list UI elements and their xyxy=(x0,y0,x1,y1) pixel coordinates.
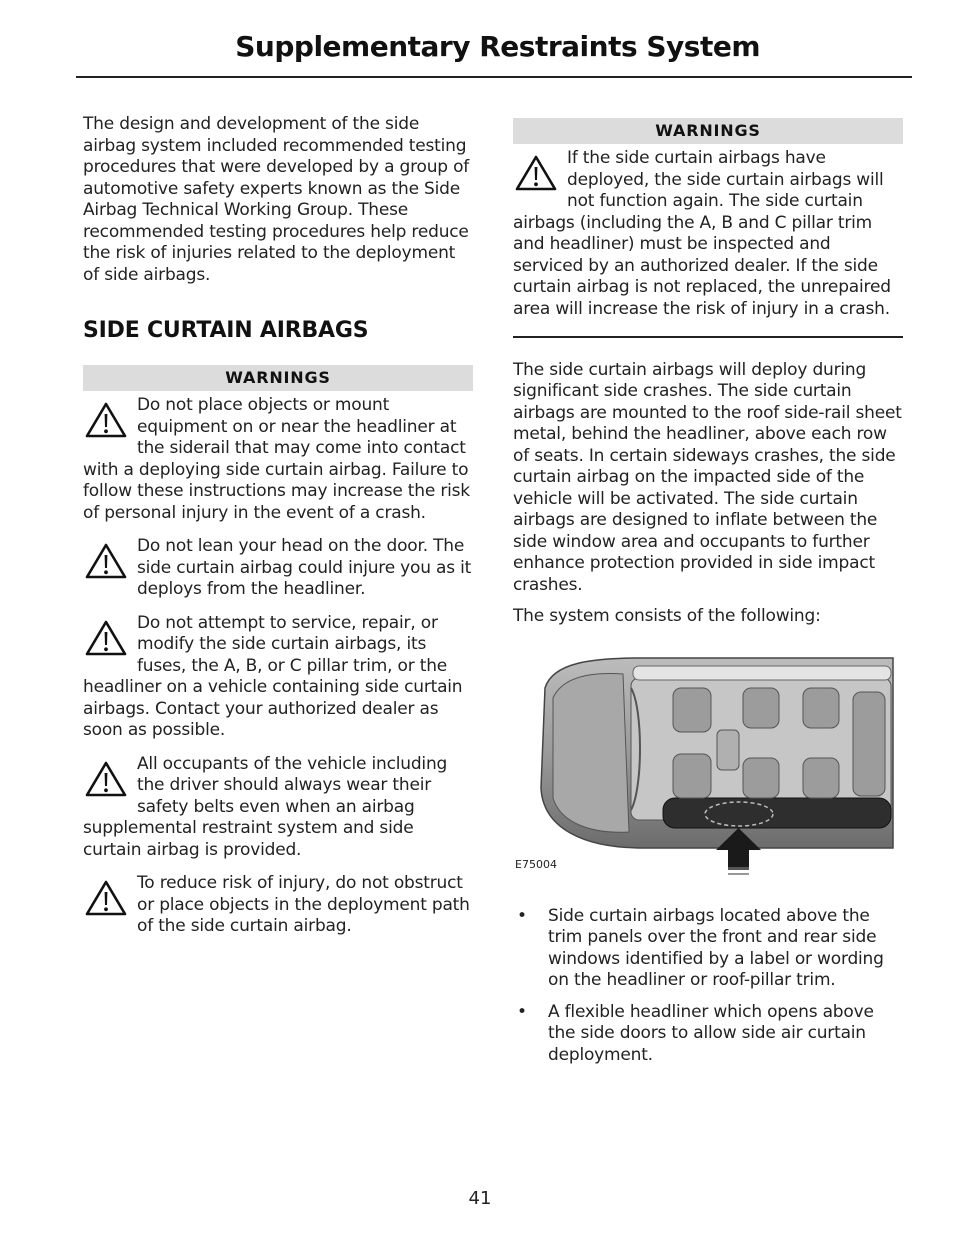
page-number: 41 xyxy=(468,1188,492,1209)
description-paragraph: The side curtain airbags will deploy during significant side crashes. The side curtain airbags are mounted to the roof side-rail sheet metal, behind the headliner, above each row of seats. In certain sideways crashes, the side curtain airbag on the impacted side of the vehicle will be activated. The side curtain airbags are designed to inflate between the side window area and occupants to further enhance protection provided in side impact crashes. xyxy=(513,359,902,595)
warnings-header: WARNINGS xyxy=(83,365,473,391)
bullet-mark: • xyxy=(517,905,527,926)
warning-item: All occupants of the vehicle including the driver should always wear their safety belts even when an airbag supplemental restraint system and side curtain airbag is provided. xyxy=(83,753,448,860)
warnings-end-rule xyxy=(513,336,903,338)
header-rule xyxy=(76,76,912,78)
bullet-mark: • xyxy=(517,1001,527,1022)
warning-triangle-icon xyxy=(83,758,135,802)
warning-item: Do not lean your head on the door. The side curtain airbag could injure you as it deploys from the headliner. xyxy=(83,536,473,601)
figure-reference-label: E75004 xyxy=(515,857,557,871)
warnings-header: WARNINGS xyxy=(513,118,903,144)
list-item: • A flexible headliner which opens above the side doors to allow side air curtain deployment. xyxy=(517,1001,874,1065)
system-intro-paragraph: The system consists of the following: xyxy=(513,606,821,626)
section-heading: SIDE CURTAIN AIRBAGS xyxy=(83,318,369,343)
car-top-view-illustration xyxy=(513,648,905,880)
warning-item: To reduce risk of injury, do not obstruct or place objects in the deployment path of the side curtain airbag. xyxy=(83,873,473,938)
warning-triangle-icon xyxy=(513,152,565,196)
warning-item: If the side curtain airbags have deployed, the side curtain airbags will not function again. The side curtain airbags (including the A, B and C pillar trim and headliner) must be inspected and serviced by an authorized dealer. If the side curtain airbag is not replaced, the unrepaired area will increase the risk of injury in a crash. xyxy=(513,148,891,319)
vehicle-airbag-illustration xyxy=(513,648,905,880)
warning-item: Do not place objects or mount equipment on or near the headliner at the siderail that may come into contact with a deploying side curtain airbag. Failure to follow these instructions may increase the risk of personal injury in the event of a crash. xyxy=(83,395,470,523)
left-column xyxy=(83,114,473,950)
warning-item: Do not attempt to service, repair, or modify the side curtain airbags, its fuses, the A, B, or C pillar trim, or the headliner on a vehicle containing side curtain airbags. Contact your authorized dealer as soon as possible. xyxy=(83,612,463,740)
list-item: • Side curtain airbags located above the trim panels over the front and rear side windows identified by a label or wording on the headliner or roof-pillar trim. xyxy=(517,905,884,990)
right-column xyxy=(513,118,903,1076)
warning-triangle-icon xyxy=(83,399,135,443)
warning-triangle-icon xyxy=(83,617,135,661)
page-title: Supplementary Restraints System xyxy=(235,30,760,63)
warning-triangle-icon xyxy=(83,540,135,584)
intro-paragraph: The design and development of the side airbag system included recommended testing procedures that were developed by a group of automotive safety experts known as the Side Airbag Technical Working Group. These recommended testing procedures help reduce the risk of injuries related to the deployment of side airbags. xyxy=(83,114,470,285)
warning-triangle-icon xyxy=(83,877,135,921)
